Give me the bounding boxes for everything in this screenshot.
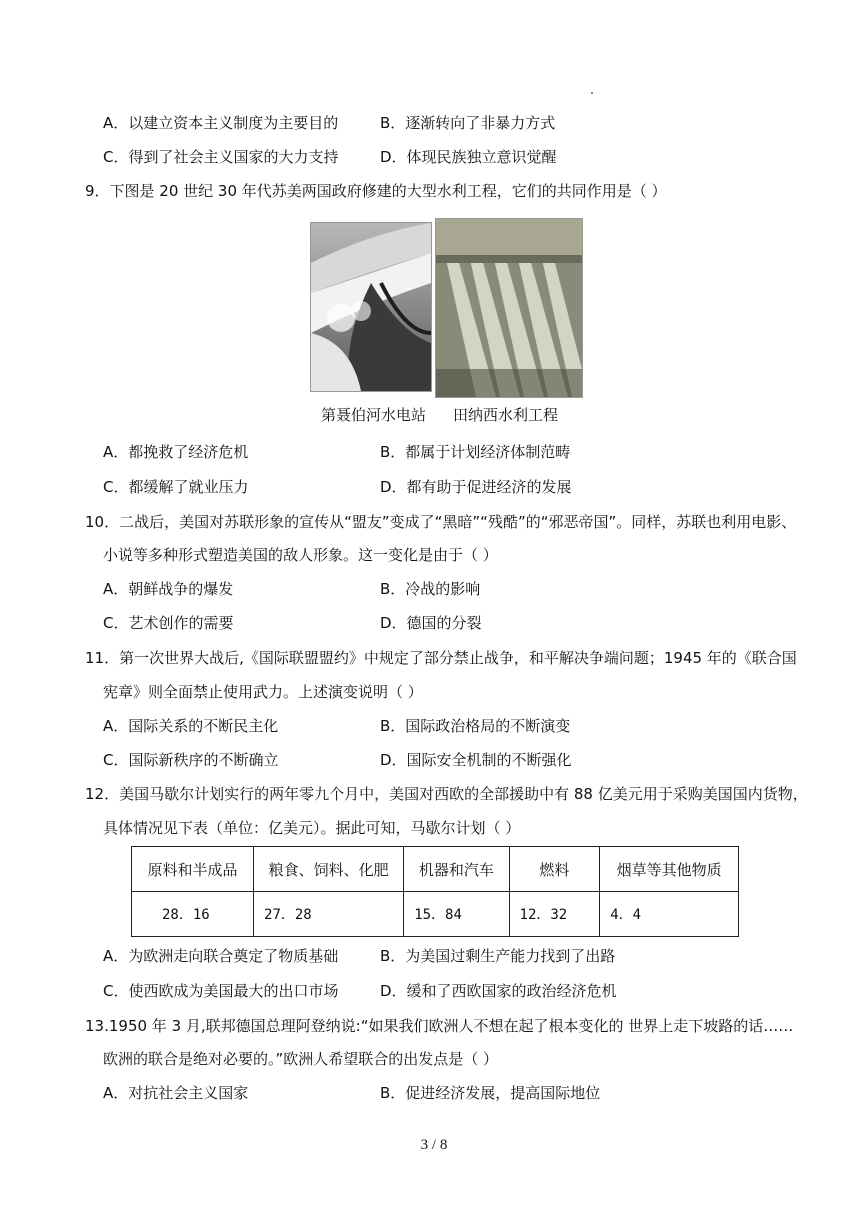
q11-option-c[interactable]: C．国际新秩序的不断确立 [103, 751, 279, 769]
q12-option-c[interactable]: C．使西欧成为美国最大的出口市场 [103, 982, 339, 1000]
q10-stem-line2: 小说等多种形式塑造美国的敌人形象。这一变化是由于（ ） [103, 546, 498, 564]
q13-option-b[interactable]: B．促进经济发展，提高国际地位 [380, 1084, 601, 1102]
q13-stem-line1: 13.1950 年 3 月,联邦德国总理阿登纳说:“如果我们欧洲人不想在起了根本变化的 世界上走下坡路的话…… [85, 1017, 794, 1035]
q11-option-a[interactable]: A．国际关系的不断民主化 [103, 717, 279, 735]
q10-option-c[interactable]: C．艺术创作的需要 [103, 614, 234, 632]
q11-option-b[interactable]: B．国际政治格局的不断演变 [380, 717, 571, 735]
q10-stem-line1: 10．二战后，美国对苏联形象的宣传从“盟友”变成了“黑暗”“残酷”的“邪恶帝国”。同样，苏联也利用电影、 [85, 513, 797, 531]
table-value-cell: 27．28 [254, 892, 404, 937]
table-header-cell: 机器和汽车 [404, 847, 509, 892]
q12-stem-line1: 12．美国马歇尔计划实行的两年零九个月中，美国对西欧的全部援助中有 88 亿美元用于采购美国国内货物， [85, 785, 808, 803]
q8-option-c[interactable]: C．得到了社会主义国家的大力支持 [103, 148, 339, 166]
table-value-cell: 12．32 [509, 892, 600, 937]
q11-stem-line2: 宪章》则全面禁止使用武力。上述演变说明（ ） [103, 683, 423, 701]
marshall-plan-table [131, 846, 739, 937]
caption-tva: 田纳西水利工程 [453, 406, 559, 424]
q9-option-d[interactable]: D．都有助于促进经济的发展 [380, 478, 572, 496]
table-header-cell: 粮食、饲料、化肥 [254, 847, 404, 892]
q9-option-c[interactable]: C．都缓解了就业压力 [103, 478, 249, 496]
table-value-cell: 4．4 [600, 892, 739, 937]
table-header-cell: 燃料 [509, 847, 600, 892]
q8-option-b[interactable]: B．逐渐转向了非暴力方式 [380, 114, 556, 132]
page-number: 3 / 8 [420, 1137, 448, 1153]
table-row [132, 892, 739, 937]
tva-dam-photo [435, 218, 583, 398]
q13-stem-line2: 欧洲的联合是绝对必要的。”欧洲人希望联合的出发点是（ ） [103, 1050, 499, 1068]
q8-option-d[interactable]: D．体现民族独立意识觉醒 [380, 148, 557, 166]
dnieper-dam-photo [310, 222, 432, 392]
q11-stem-line1: 11．第一次世界大战后,《国际联盟盟约》中规定了部分禁止战争，和平解决争端问题；1945 年的《联合国 [85, 649, 797, 667]
table-header-cell: 烟草等其他物质 [600, 847, 739, 892]
scan-dot [591, 92, 593, 94]
q10-option-a[interactable]: A．朝鲜战争的爆发 [103, 580, 234, 598]
q9-stem: 9．下图是 20 世纪 30 年代苏美两国政府修建的大型水利工程，它们的共同作用是（ ） [85, 182, 667, 200]
q9-option-b[interactable]: B．都属于计划经济体制范畴 [380, 443, 571, 461]
table-header-row [132, 847, 739, 892]
q12-option-a[interactable]: A．为欧洲走向联合奠定了物质基础 [103, 947, 339, 965]
table-value-cell: 28．16 [132, 892, 254, 937]
q12-option-d[interactable]: D．缓和了西欧国家的政治经济危机 [380, 982, 617, 1000]
q8-option-a[interactable]: A．以建立资本主义制度为主要目的 [103, 114, 339, 132]
q11-option-d[interactable]: D．国际安全机制的不断强化 [380, 751, 572, 769]
table-header-cell: 原料和半成品 [132, 847, 254, 892]
caption-dnieper: 第聂伯河水电站 [321, 406, 427, 424]
q13-option-a[interactable]: A．对抗社会主义国家 [103, 1084, 249, 1102]
q12-stem-line2: 具体情况见下表（单位：亿美元）。据此可知，马歇尔计划（ ） [103, 819, 521, 837]
q10-option-d[interactable]: D．德国的分裂 [380, 614, 482, 632]
table-value-cell: 15．84 [404, 892, 509, 937]
q9-option-a[interactable]: A．都挽救了经济危机 [103, 443, 249, 461]
q10-option-b[interactable]: B．冷战的影响 [380, 580, 481, 598]
q12-option-b[interactable]: B．为美国过剩生产能力找到了出路 [380, 947, 616, 965]
